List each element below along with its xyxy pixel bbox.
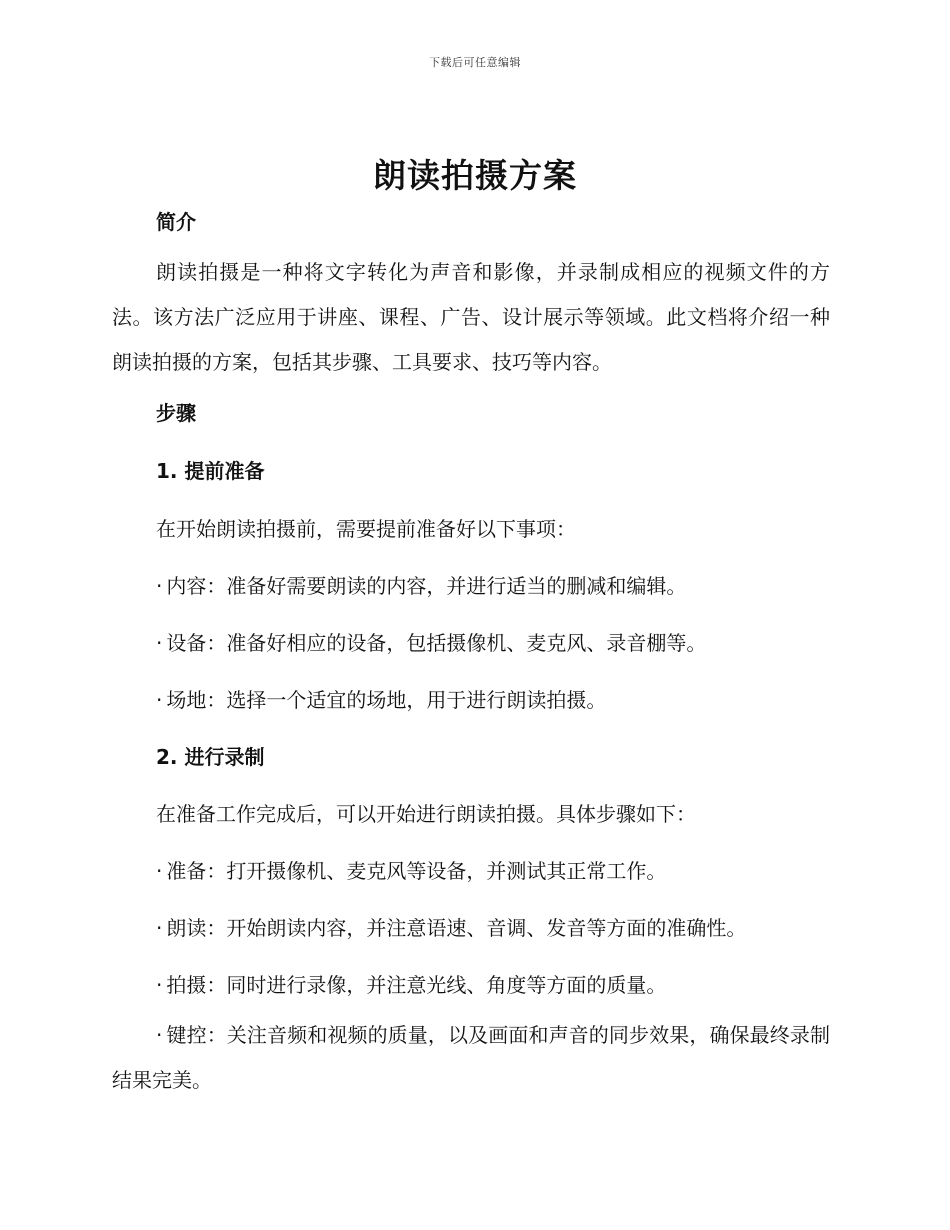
step2-heading: 2. 进行录制 bbox=[156, 745, 265, 769]
steps-heading: 步骤 bbox=[156, 401, 196, 425]
list-item bbox=[112, 1013, 830, 1103]
bullet-icon: · bbox=[156, 859, 163, 883]
page-header-note: 下载后可任意编辑 bbox=[429, 56, 521, 69]
bullet-icon: · bbox=[156, 916, 163, 940]
list-item-text: 场地：选择一个适宜的场地，用于进行朗读拍摄。 bbox=[166, 688, 607, 712]
list-item-text: 朗读：开始朗读内容，并注意语速、音调、发音等方面的准确性。 bbox=[166, 916, 747, 940]
bullet-icon: · bbox=[156, 973, 163, 997]
intro-heading: 简介 bbox=[156, 210, 196, 234]
step2-lead: 在准备工作完成后，可以开始进行朗读拍摄。具体步骤如下： bbox=[156, 802, 696, 826]
document-title: 朗读拍摄方案 bbox=[373, 156, 577, 195]
list-item bbox=[112, 682, 830, 718]
bullet-icon: · bbox=[156, 688, 163, 712]
list-item-text: 键控：关注音频和视频的质量，以及画面和声音的同步效果，确保最终录制结果完美。 bbox=[112, 1023, 830, 1092]
list-item-text: 内容：准备好需要朗读的内容，并进行适当的删减和编辑。 bbox=[166, 574, 687, 598]
list-item-text: 拍摄：同时进行录像，并注意光线、角度等方面的质量。 bbox=[166, 973, 667, 997]
list-item bbox=[112, 910, 830, 946]
list-item bbox=[112, 967, 830, 1003]
step1-heading: 1. 提前准备 bbox=[156, 459, 265, 483]
bullet-icon: · bbox=[156, 631, 163, 655]
bullet-icon: · bbox=[156, 1023, 163, 1047]
list-item-text: 准备：打开摄像机、麦克风等设备，并测试其正常工作。 bbox=[166, 859, 667, 883]
document-body bbox=[112, 204, 830, 1103]
list-item bbox=[112, 853, 830, 889]
list-item-text: 设备：准备好相应的设备，包括摄像机、麦克风、录音棚等。 bbox=[166, 631, 707, 655]
step1-lead: 在开始朗读拍摄前，需要提前准备好以下事项： bbox=[156, 517, 576, 541]
bullet-icon: · bbox=[156, 574, 163, 598]
list-item bbox=[112, 625, 830, 661]
list-item bbox=[112, 568, 830, 604]
intro-paragraph: 朗读拍摄是一种将文字转化为声音和影像，并录制成相应的视频文件的方法。该方法广泛应用于讲座、课程、广告、设计展示等领域。此文档将介绍一种朗读拍摄的方案，包括其步骤、工具要求、技巧等内容。 bbox=[112, 260, 830, 374]
